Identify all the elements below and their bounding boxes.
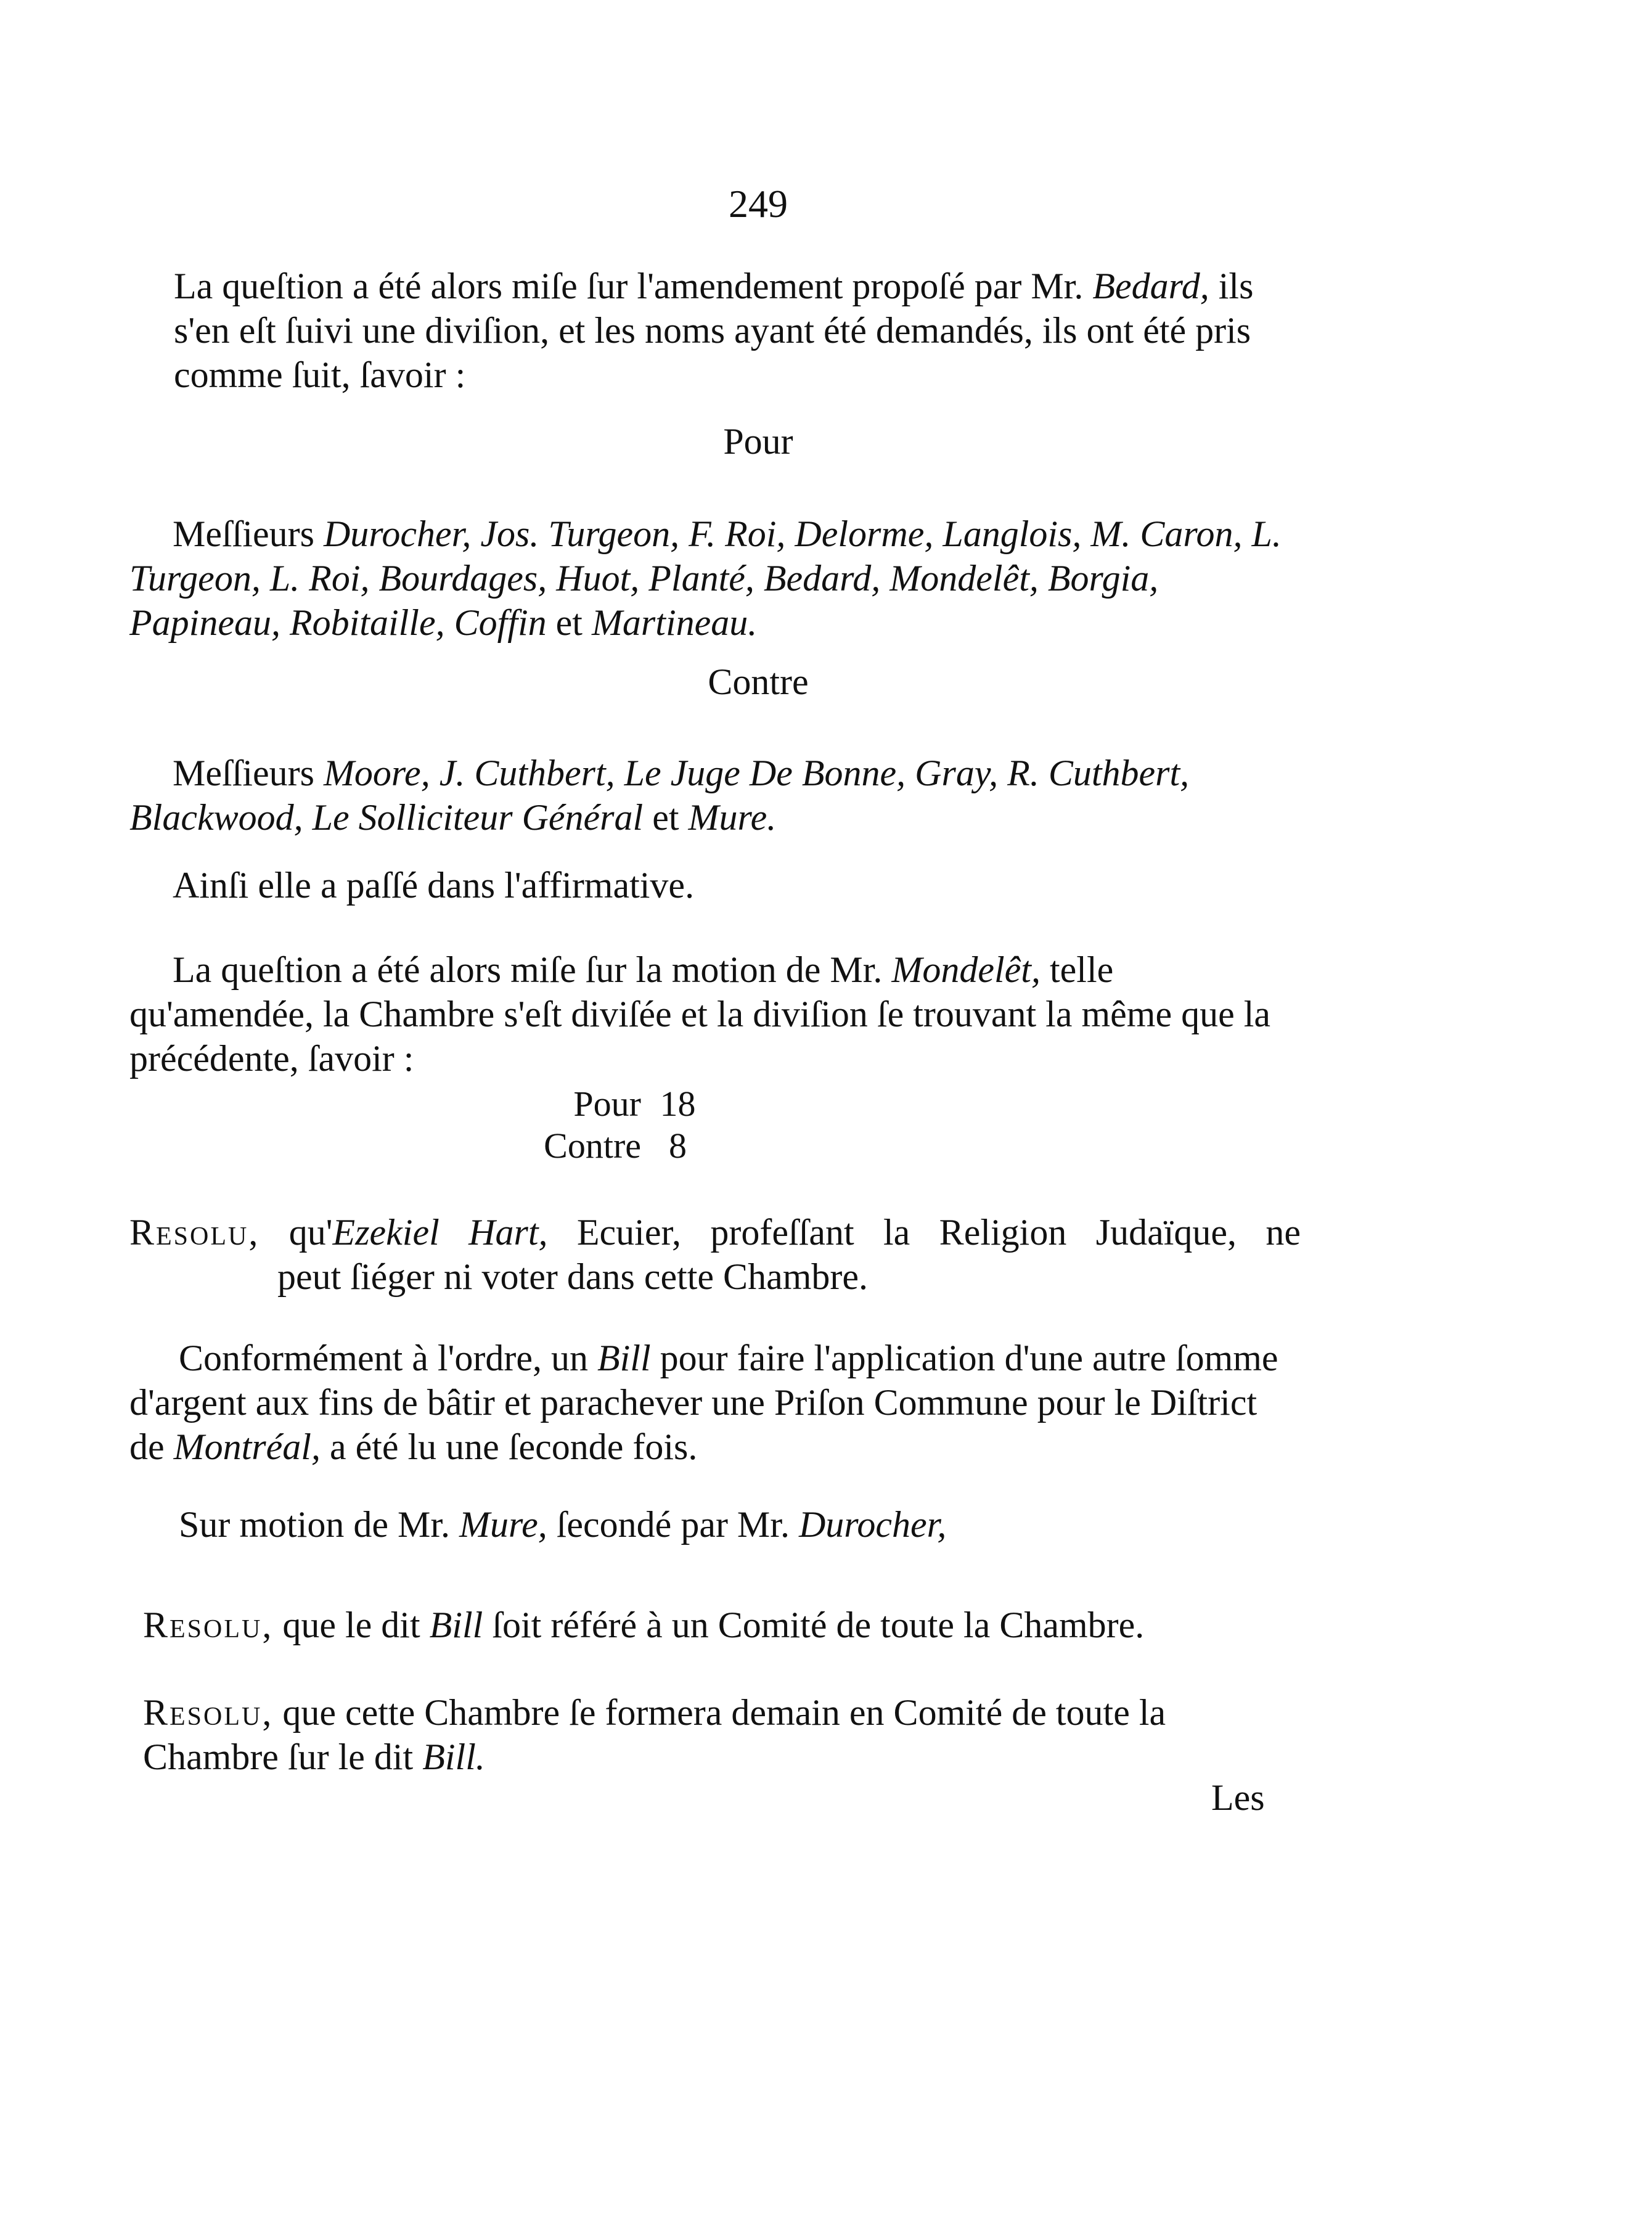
resolution-committee-text: que cette Chambre ſe formera demain en Comité de toute la Chambre ſur le dit: [143, 1692, 1166, 1777]
tally-value: 8: [669, 1126, 687, 1166]
prison-bill-text-cont: pour faire l'application d'une autre ſomme d'argent aux fins de bâtir et parachever une Priſon Commune pour le Diſtrict de: [129, 1338, 1278, 1467]
tally-row-pour: [493, 1083, 863, 1125]
bill-word: Bill: [429, 1605, 483, 1645]
pour-last-name: Martineau.: [591, 602, 758, 643]
seconded-text: ſecondé par Mr.: [556, 1504, 790, 1545]
member-name-durocher: Durocher,: [798, 1504, 947, 1545]
resolution-refer-text: que le dit: [282, 1605, 420, 1645]
tally-value: 18: [660, 1084, 696, 1124]
contre-heading: Contre: [708, 661, 809, 702]
resolution-hart-first-line: [129, 1210, 1301, 1254]
resolution-hart-prefix: qu': [288, 1212, 333, 1253]
amendment-question-text-cont: ils s'en eſt ſuivi une diviſion, et les noms ayant été demandés, ils ont été pris comme ſuit, ſavoir :: [174, 266, 1254, 395]
motion-question-text: La queſtion a été alors miſe ſur la motion de Mr.: [173, 949, 883, 990]
resolution-hart-text-line1: Ecuier, profeſſant la Religion Judaïque, ne: [576, 1212, 1301, 1253]
member-name-hart: Ezekiel Hart,: [332, 1212, 548, 1253]
resolu-label: Resolu,: [129, 1212, 260, 1253]
tally-label: Contre: [544, 1126, 641, 1166]
catchword: Les: [1211, 1777, 1265, 1818]
pour-heading: Pour: [723, 421, 793, 462]
member-name-bedard: Bedard,: [1092, 266, 1209, 306]
paragraph-mondelet-motion: [129, 947, 1301, 1081]
resolution-committee: [143, 1690, 1302, 1779]
prison-bill-text-end: a été lu une ſeconde fois.: [329, 1426, 698, 1467]
pour-names-list: [129, 512, 1301, 645]
contre-names: Moore, J. Cuthbert, Le Juge De Bonne, Gray, R. Cuthbert, Blackwood, Le Solliciteur Général: [129, 753, 1190, 838]
paragraph-motion-mure: [179, 1502, 1288, 1547]
resolution-hart-text-line2: peut ſiéger ni voter dans cette Chambre.: [277, 1256, 868, 1297]
member-name-mure: Mure,: [459, 1504, 547, 1545]
paragraph-prison-bill: [129, 1336, 1301, 1469]
contre-last-name: Mure.: [688, 797, 777, 838]
resolu-label: Resolu,: [143, 1692, 274, 1733]
contre-prefix: Meſſieurs: [173, 753, 314, 793]
motion-question-text-cont: telle qu'amendée, la Chambre s'eſt diviſée et la diviſion ſe trouvant la même que la précédente, ſavoir :: [129, 949, 1271, 1079]
page-number: 249: [729, 182, 788, 226]
member-name-mondelet: Mondelêt,: [891, 949, 1041, 990]
vote-tally: [493, 1083, 863, 1167]
resolution-hart: [129, 1210, 1301, 1299]
resolution-refer-bill: [143, 1603, 1302, 1647]
contre-names-list: [129, 751, 1301, 840]
tally-row-contre: [493, 1125, 863, 1167]
amendment-question-text: La queſtion a été alors miſe ſur l'amendement propoſé par Mr.: [174, 266, 1084, 306]
resolu-label: Resolu,: [143, 1605, 274, 1645]
pour-names: Durocher, Jos. Turgeon, F. Roi, Delorme, Langlois, M. Caron, L. Turgeon, L. Roi, Bourdages, Huot, Planté, Bedard, Mondelêt, Borgia, Papineau, Robitaille, Coffin: [129, 514, 1282, 643]
motion-text: Sur motion de Mr.: [179, 1504, 451, 1545]
paragraph-amendment-question: [174, 264, 1299, 397]
resolution-hart-text: [577, 1212, 1301, 1253]
tally-label: Pour: [573, 1084, 641, 1124]
bill-word: Bill: [597, 1338, 651, 1378]
place-name-montreal: Montréal,: [173, 1426, 321, 1467]
resolution-refer-text-cont: ſoit référé à un Comité de toute la Chambre.: [492, 1605, 1145, 1645]
pour-conjunction: et: [555, 602, 583, 643]
pour-prefix: Meſſieurs: [173, 514, 314, 554]
affirmative-statement: Ainſi elle a paſſé dans l'affirmative.: [173, 865, 695, 906]
bill-word: Bill.: [422, 1737, 485, 1777]
prison-bill-text: Conformément à l'ordre, un: [179, 1338, 588, 1378]
contre-conjunction: et: [652, 797, 679, 838]
